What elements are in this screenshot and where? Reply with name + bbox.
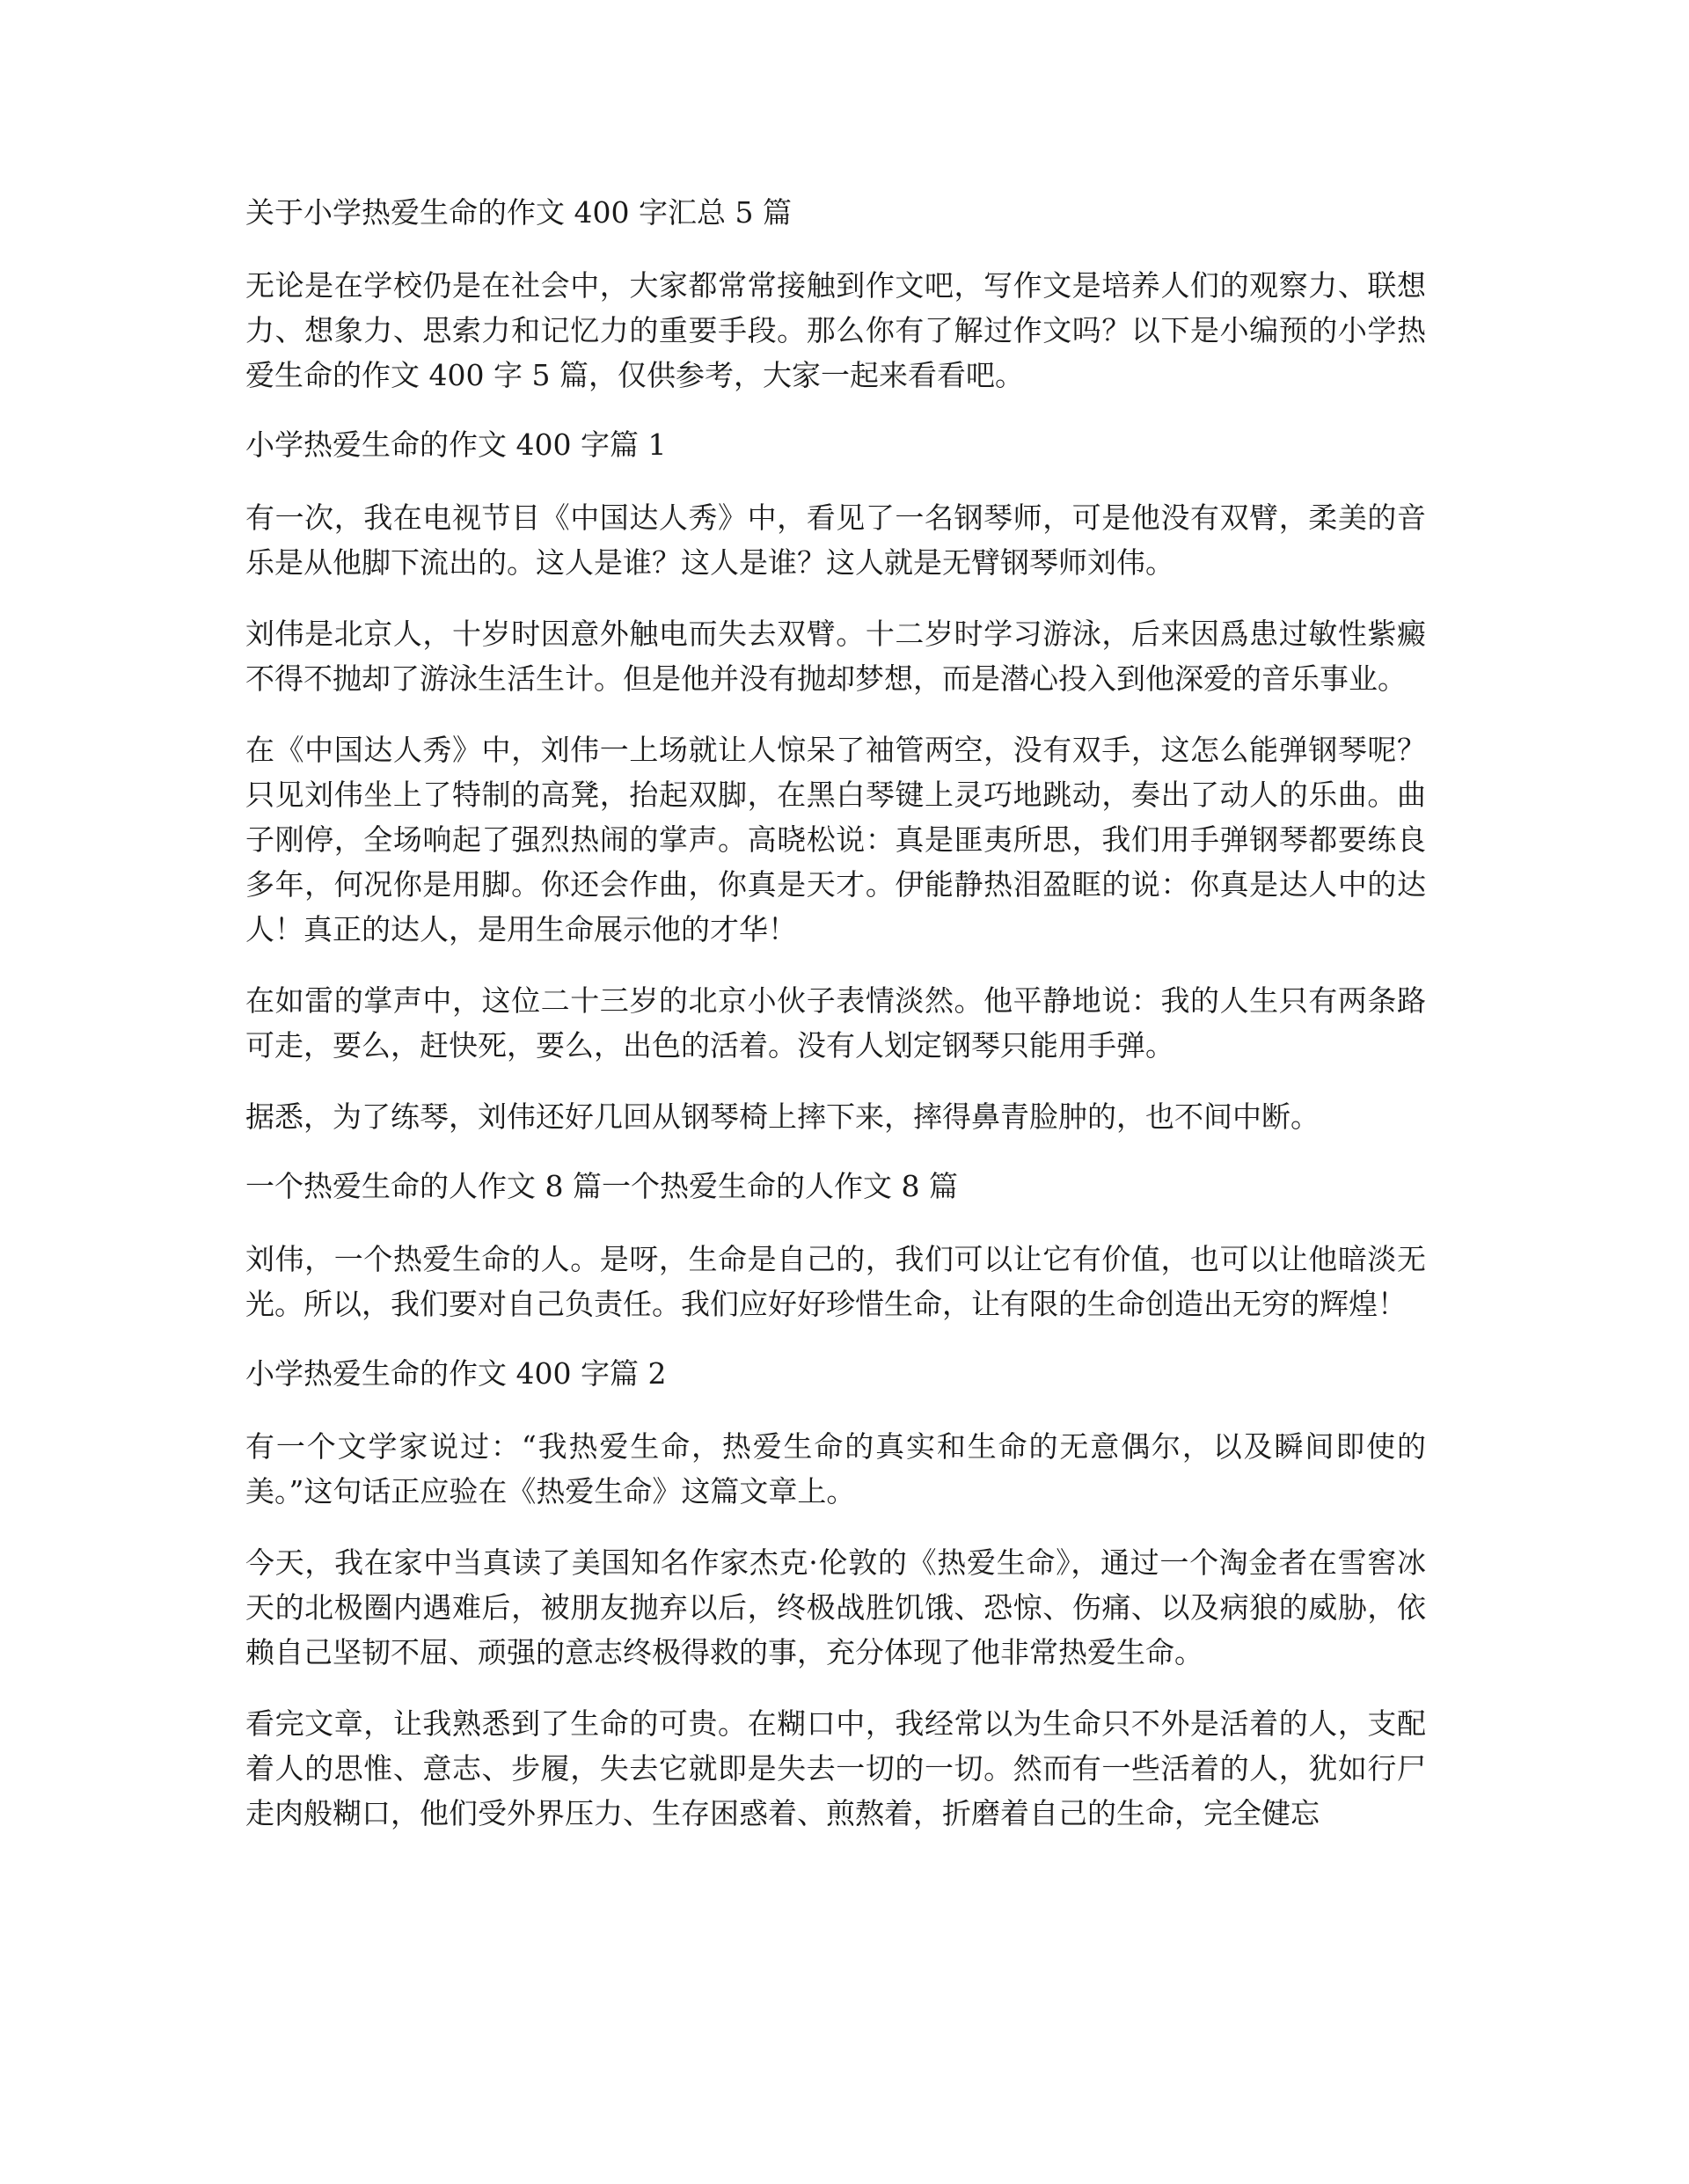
paragraph: 今天，我在家中当真读了美国知名作家杰克·伦敦的《热爱生命》，通过一个淘金者在雪窖冰天的北极圈内遇难后，被朋友抛弃以后，终极战胜饥饿、恐惊、伤痛、以及病狼的威胁，依赖自己坚韧不屈、顽强的意志终极得救的事，充分体现了他非常热爱生命。 <box>245 1545 1426 1669</box>
section-heading-2: 小学热爱生命的作文 400 字篇 2 <box>245 1356 667 1391</box>
paragraph: 有一次，我在电视节目《中国达人秀》中，看见了一名钢琴师，可是他没有双臂，柔美的音乐是从他脚下流出的。这人是谁？这人是谁？这人就是无臂钢琴师刘伟。 <box>245 500 1426 580</box>
inserted-heading: 一个热爱生命的人作文 8 篇一个热爱生命的人作文 8 篇 <box>245 1169 958 1203</box>
document-title: 关于小学热爱生命的作文 400 字汇总 5 篇 <box>245 195 792 230</box>
paragraph: 刘伟，一个热爱生命的人。是呀，生命是自己的，我们可以让它有价值，也可以让他暗淡无光。所以，我们要对自己负责任。我们应好好珍惜生命，让有限的生命创造出无穷的辉煌！ <box>245 1242 1426 1321</box>
paragraph: 在如雷的掌声中，这位二十三岁的北京小伙子表情淡然。他平静地说：我的人生只有两条路可走，要么，赶快死，要么，出色的活着。没有人划定钢琴只能用手弹。 <box>245 983 1426 1063</box>
paragraph: 在《中国达人秀》中，刘伟一上场就让人惊呆了袖管两空，没有双手，这怎么能弹钢琴呢？只见刘伟坐上了特制的高凳，抬起双脚，在黑白琴键上灵巧地跳动，奏出了动人的乐曲。曲子刚停，全场响起了强烈热闹的掌声。高晓松说：真是匪夷所思，我们用手弹钢琴都要练良多年，何况你是用脚。你还会作曲，你真是天才。伊能静热泪盈眶的说：你真是达人中的达人！真正的达人，是用生命展示他的才华！ <box>245 733 1426 946</box>
intro-paragraph: 无论是在学校仍是在社会中，大家都常常接触到作文吧，写作文是培养人们的观察力、联想力、想象力、思索力和记忆力的重要手段。那么你有了解过作文吗？以下是小编预的小学热爱生命的作文 400 字 5 篇，仅供参考，大家一起来看看吧。 <box>245 268 1426 392</box>
document-page <box>245 192 1426 1862</box>
paragraph: 有一个文学家说过：“我热爱生命，热爱生命的真实和生命的无意偶尔，以及瞬间即使的美。”这句话正应验在《热爱生命》这篇文章上。 <box>245 1429 1426 1508</box>
paragraph: 刘伟是北京人，十岁时因意外触电而失去双臂。十二岁时学习游泳，后来因爲患过敏性紫癜不得不抛却了游泳生活生计。但是他并没有抛却梦想，而是潜心投入到他深爱的音乐事业。 <box>245 617 1426 696</box>
paragraph: 据悉，为了练琴，刘伟还好几回从钢琴椅上摔下来，摔得鼻青脸肿的，也不间中断。 <box>245 1099 1320 1134</box>
section-heading-1: 小学热爱生命的作文 400 字篇 1 <box>245 427 667 462</box>
paragraph: 看完文章，让我熟悉到了生命的可贵。在糊口中，我经常以为生命只不外是活着的人，支配着人的思惟、意志、步履，失去它就即是失去一切的一切。然而有一些活着的人，犹如行尸走肉般糊口，他们受外界压力、生存困惑着、煎熬着，折磨着自己的生命，完全健忘 <box>245 1706 1426 1830</box>
